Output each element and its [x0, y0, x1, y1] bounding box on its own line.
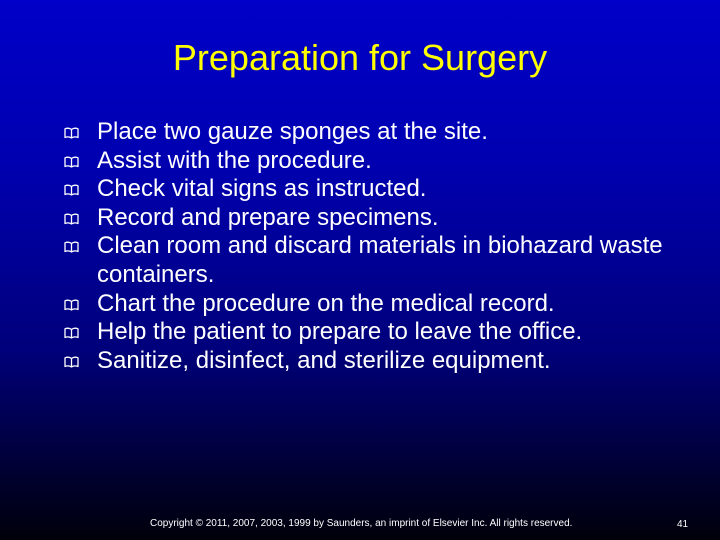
bullet-text: Chart the procedure on the medical record. [97, 289, 555, 317]
book-icon [64, 241, 79, 253]
book-icon [64, 299, 79, 311]
bullet-item [64, 147, 704, 176]
book-icon [64, 327, 79, 339]
slide-title: Preparation for Surgery [172, 37, 548, 78]
bullet-item [64, 290, 704, 319]
bullet-text: Help the patient to prepare to leave the office. [97, 318, 583, 346]
bullet-text: Check vital signs as instructed. [97, 175, 427, 203]
bullet-text: Sanitize, disinfect, and sterilize equipment. [97, 346, 551, 374]
book-icon [64, 184, 79, 196]
book-icon [64, 127, 79, 139]
bullet-item [64, 347, 704, 376]
bullet-list [64, 118, 704, 375]
bullet-text: Clean room and discard materials in biohazard waste containers. [97, 232, 663, 288]
bullet-item [64, 318, 704, 347]
bullet-item [64, 175, 704, 204]
book-icon [64, 356, 79, 368]
bullet-text: Assist with the procedure. [97, 146, 372, 174]
book-icon [64, 213, 79, 225]
copyright-footer: Copyright © 2011, 2007, 2003, 1999 by Saunders, an imprint of Elsevier Inc. All rights reserved. [150, 518, 573, 529]
book-icon [64, 156, 79, 168]
bullet-item [64, 232, 704, 289]
bullet-text: Record and prepare specimens. [97, 203, 439, 231]
bullet-item [64, 204, 704, 233]
page-number: 41 [677, 519, 689, 530]
bullet-item [64, 118, 704, 147]
bullet-text: Place two gauze sponges at the site. [97, 118, 488, 145]
